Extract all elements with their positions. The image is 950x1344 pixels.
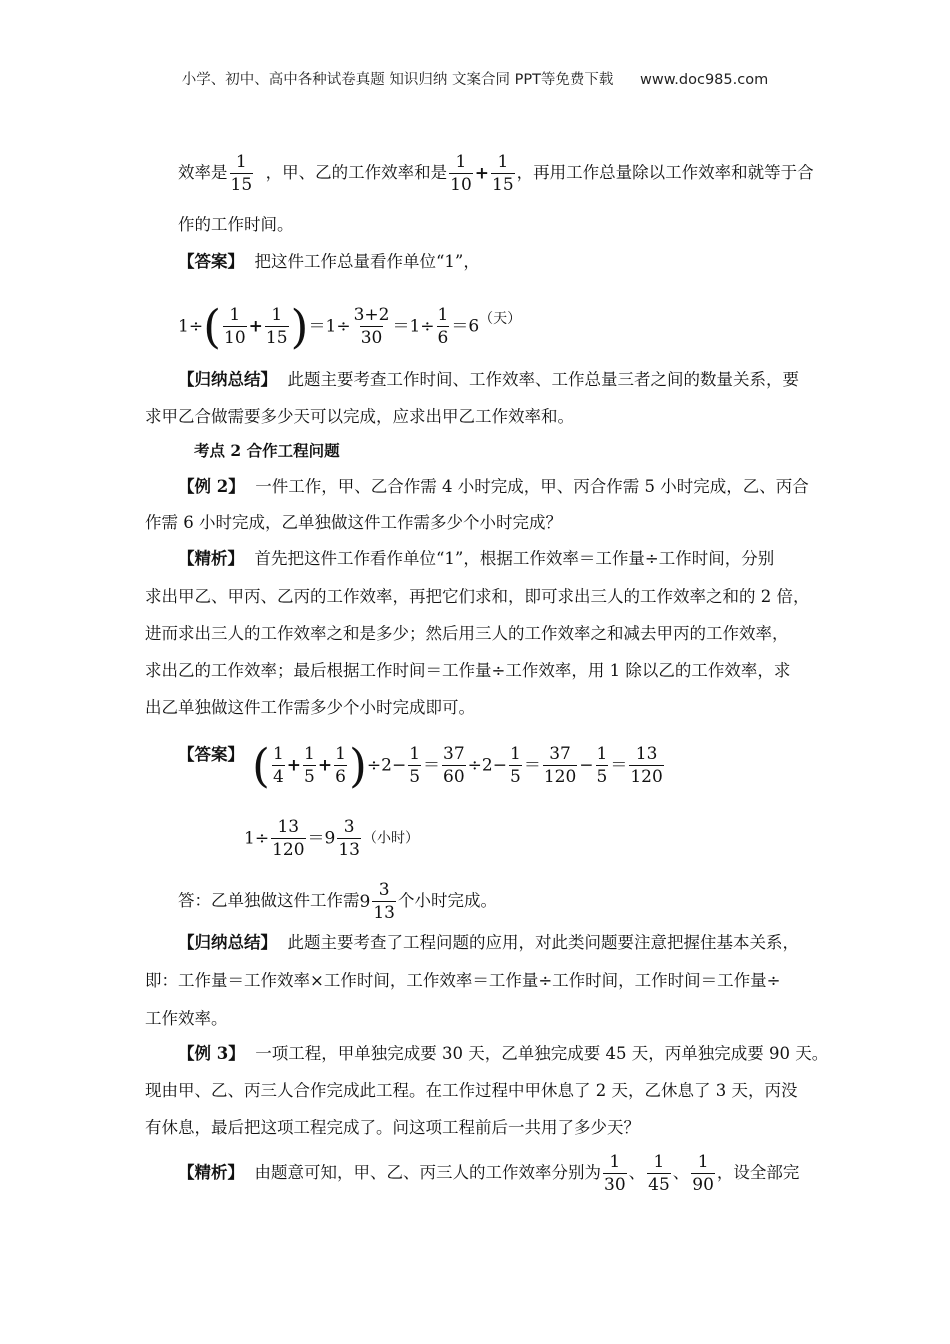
conclusion-text: 答：乙单独做这件工作需	[178, 891, 360, 910]
answer-label: 【答案】	[178, 745, 244, 764]
intro-line-1	[178, 152, 858, 195]
separator: 、	[628, 1163, 646, 1182]
numerator: 1	[409, 744, 421, 764]
numerator: 1	[653, 1152, 665, 1172]
ex2-summary-line-3: 工作效率。	[145, 1009, 228, 1028]
denominator: 120	[543, 767, 577, 787]
numerator: 37	[549, 744, 571, 764]
fraction	[272, 744, 285, 787]
calc-lead: 1÷	[244, 828, 270, 849]
numerator: 13	[277, 817, 300, 837]
numerator: 1	[335, 744, 346, 764]
fraction	[223, 305, 247, 348]
numerator: 1	[609, 1152, 621, 1172]
numerator: 1	[497, 152, 509, 172]
calc-result: ＝6	[451, 316, 480, 337]
calc-step: ＝1÷	[308, 316, 351, 337]
fraction	[509, 744, 522, 787]
numerator: 3	[378, 880, 390, 900]
page-header	[0, 68, 950, 89]
fraction	[596, 744, 609, 787]
denominator: 30	[604, 1175, 626, 1195]
header-text: 小学、初中、高中各种试卷真题 知识归纳 文案合同 PPT等免费下载	[181, 72, 614, 88]
ex2-analysis-line-5: 出乙单独做这件工作需多少个小时完成即可。	[145, 698, 475, 717]
denominator: 13	[373, 903, 395, 923]
section-heading: 考点 2 合作工程问题	[194, 441, 340, 460]
left-paren: (	[203, 299, 222, 354]
calc-lead: 1÷	[178, 316, 204, 337]
denominator: 15	[230, 175, 253, 195]
ex2-calculation-1	[252, 738, 932, 793]
whole-part: 9	[359, 891, 371, 912]
denominator: 10	[450, 175, 472, 195]
calc-step: ÷2−	[467, 755, 507, 776]
ex2-analysis-line-1	[178, 548, 858, 570]
calc-step: ÷2−	[366, 755, 407, 776]
summary-label: 【归纳总结】	[178, 370, 277, 389]
denominator: 13	[338, 840, 360, 860]
fraction	[271, 817, 305, 860]
intro-text-b: ，甲、乙的工作效率和是	[265, 163, 448, 182]
fraction	[647, 1152, 671, 1195]
fraction	[353, 305, 391, 348]
denominator: 4	[272, 767, 284, 787]
analysis-text: ，设全部完	[716, 1163, 800, 1182]
ex2-analysis-line-3: 进而求出三人的工作效率之和是多少；然后用三人的工作效率之和减去甲丙的工作效率，	[145, 624, 789, 643]
ex3-analysis-line-1	[178, 1150, 858, 1196]
example-text: 一项工程，甲单独完成要 30 天，乙单独完成要 45 天，丙单独完成要 90 天。	[255, 1044, 829, 1063]
denominator: 5	[596, 767, 608, 787]
equals: ＝	[523, 755, 541, 776]
analysis-label: 【精析】	[178, 1163, 244, 1182]
equals: ＝	[423, 755, 441, 776]
denominator: 15	[492, 175, 514, 195]
fraction	[437, 305, 450, 348]
plus-sign: +	[474, 163, 490, 184]
denominator: 30	[360, 328, 383, 348]
calc-unit: （天）	[479, 311, 522, 327]
analysis-text: 首先把这件工作看作单位“1”，根据工作效率＝工作量÷工作时间，分别	[254, 549, 775, 568]
summary-text: 此题主要考查工作时间、工作效率、工作总量三者之间的数量关系，要	[287, 370, 799, 389]
fraction	[603, 1152, 627, 1195]
calc-step: ＝1÷	[392, 316, 435, 337]
example-label: 【例 2】	[178, 477, 245, 496]
denominator: 60	[443, 767, 465, 787]
numerator: 1	[509, 744, 521, 764]
equals: ＝	[610, 755, 628, 776]
ex1-summary-line-2: 求甲乙合做需要多少天可以完成，应求出甲乙工作效率和。	[145, 407, 574, 426]
fraction	[303, 744, 316, 787]
ex3-line-3: 有休息，最后把这项工程完成了。问这项工程前后一共用了多少天？	[145, 1118, 640, 1137]
denominator: 5	[304, 767, 315, 787]
ex2-conclusion	[178, 878, 858, 925]
fraction	[408, 744, 421, 787]
plus-sign: +	[248, 316, 263, 337]
calc-unit: （小时）	[362, 830, 419, 847]
calc-result: ＝9	[307, 828, 336, 849]
numerator: 13	[635, 744, 658, 764]
conclusion-text: 个小时完成。	[397, 891, 497, 910]
right-paren: )	[290, 299, 309, 354]
ex2-summary-line-2: 即：工作量＝工作效率×工作时间，工作效率＝工作量÷工作时间，工作时间＝工作量÷	[145, 971, 781, 990]
plus-sign: +	[286, 755, 302, 776]
plus-sign: +	[317, 755, 333, 776]
ex2-analysis-line-2: 求出甲乙、甲丙、乙丙的工作效率，再把它们求和，即可求出三人的工作效率之和的 2 倍，	[145, 587, 810, 606]
summary-label: 【归纳总结】	[178, 933, 277, 952]
numerator: 1	[271, 305, 283, 325]
ex2-line-1	[178, 476, 858, 498]
denominator: 120	[630, 767, 663, 787]
ex2-calculation-2	[244, 815, 924, 862]
fraction	[629, 744, 663, 787]
numerator: 3+2	[353, 305, 390, 325]
mixed-number	[360, 879, 398, 925]
left-paren: (	[252, 738, 270, 793]
answer-text: 把这件工作总量看作单位“1”，	[254, 252, 480, 271]
numerator: 1	[437, 305, 449, 325]
numerator: 1	[304, 744, 315, 764]
ex3-line-2: 现由甲、乙、丙三人合作完成此工程。在工作过程中甲休息了 2 天，乙休息了 3 天，丙没	[145, 1081, 798, 1100]
intro-text-a: 效率是	[178, 163, 228, 182]
fraction	[691, 1152, 715, 1195]
denominator: 15	[265, 328, 288, 348]
denominator: 5	[509, 767, 521, 787]
numerator: 1	[697, 1152, 709, 1172]
header-url[interactable]: www.doc985.com	[640, 72, 769, 88]
analysis-label: 【精析】	[178, 549, 244, 568]
denominator: 120	[272, 840, 305, 860]
fraction	[337, 817, 361, 860]
right-paren: )	[348, 738, 367, 793]
numerator: 1	[455, 152, 467, 172]
fraction	[334, 744, 347, 787]
example-label: 【例 3】	[178, 1044, 245, 1063]
denominator: 5	[409, 767, 421, 787]
numerator: 1	[235, 152, 247, 172]
numerator: 37	[443, 744, 465, 764]
numerator: 1	[596, 744, 608, 764]
fraction	[372, 880, 396, 923]
numerator: 1	[272, 744, 284, 764]
fraction	[442, 744, 466, 787]
ex2-summary-line-1	[178, 932, 858, 954]
separator: 、	[672, 1163, 690, 1182]
ex1-summary-line-1	[178, 369, 858, 391]
intro-line-2: 作的工作时间。	[178, 215, 294, 234]
ex3-line-1	[178, 1043, 858, 1065]
fraction	[265, 305, 289, 348]
denominator: 45	[648, 1175, 670, 1195]
fraction	[230, 152, 254, 195]
numerator: 3	[343, 817, 355, 837]
ex1-answer-line	[178, 251, 858, 273]
numerator: 1	[229, 305, 241, 325]
ex2-line-2: 作需 6 小时完成，乙单独做这件工作需多少个小时完成？	[145, 513, 562, 532]
summary-text: 此题主要考查了工程问题的应用，对此类问题要注意把握住基本关系，	[287, 933, 799, 952]
denominator: 90	[692, 1175, 714, 1195]
answer-label: 【答案】	[178, 252, 244, 271]
minus-sign: −	[579, 755, 594, 776]
denominator: 10	[224, 328, 246, 348]
analysis-text: 由题意可知，甲、乙、丙三人的工作效率分别为	[254, 1163, 601, 1182]
fraction	[543, 744, 577, 787]
example-text: 一件工作，甲、乙合作需 4 小时完成，甲、丙合作需 5 小时完成，乙、丙合	[255, 477, 809, 496]
ex1-calculation	[178, 296, 858, 354]
ex2-analysis-line-4: 求出乙的工作效率；最后根据工作时间＝工作量÷工作效率，用 1 除以乙的工作效率，求	[145, 661, 791, 680]
fraction	[449, 152, 473, 195]
denominator: 6	[335, 767, 346, 787]
denominator: 6	[437, 328, 449, 348]
intro-text-c: ，再用工作总量除以工作效率和就等于合	[516, 163, 814, 182]
fraction	[491, 152, 515, 195]
